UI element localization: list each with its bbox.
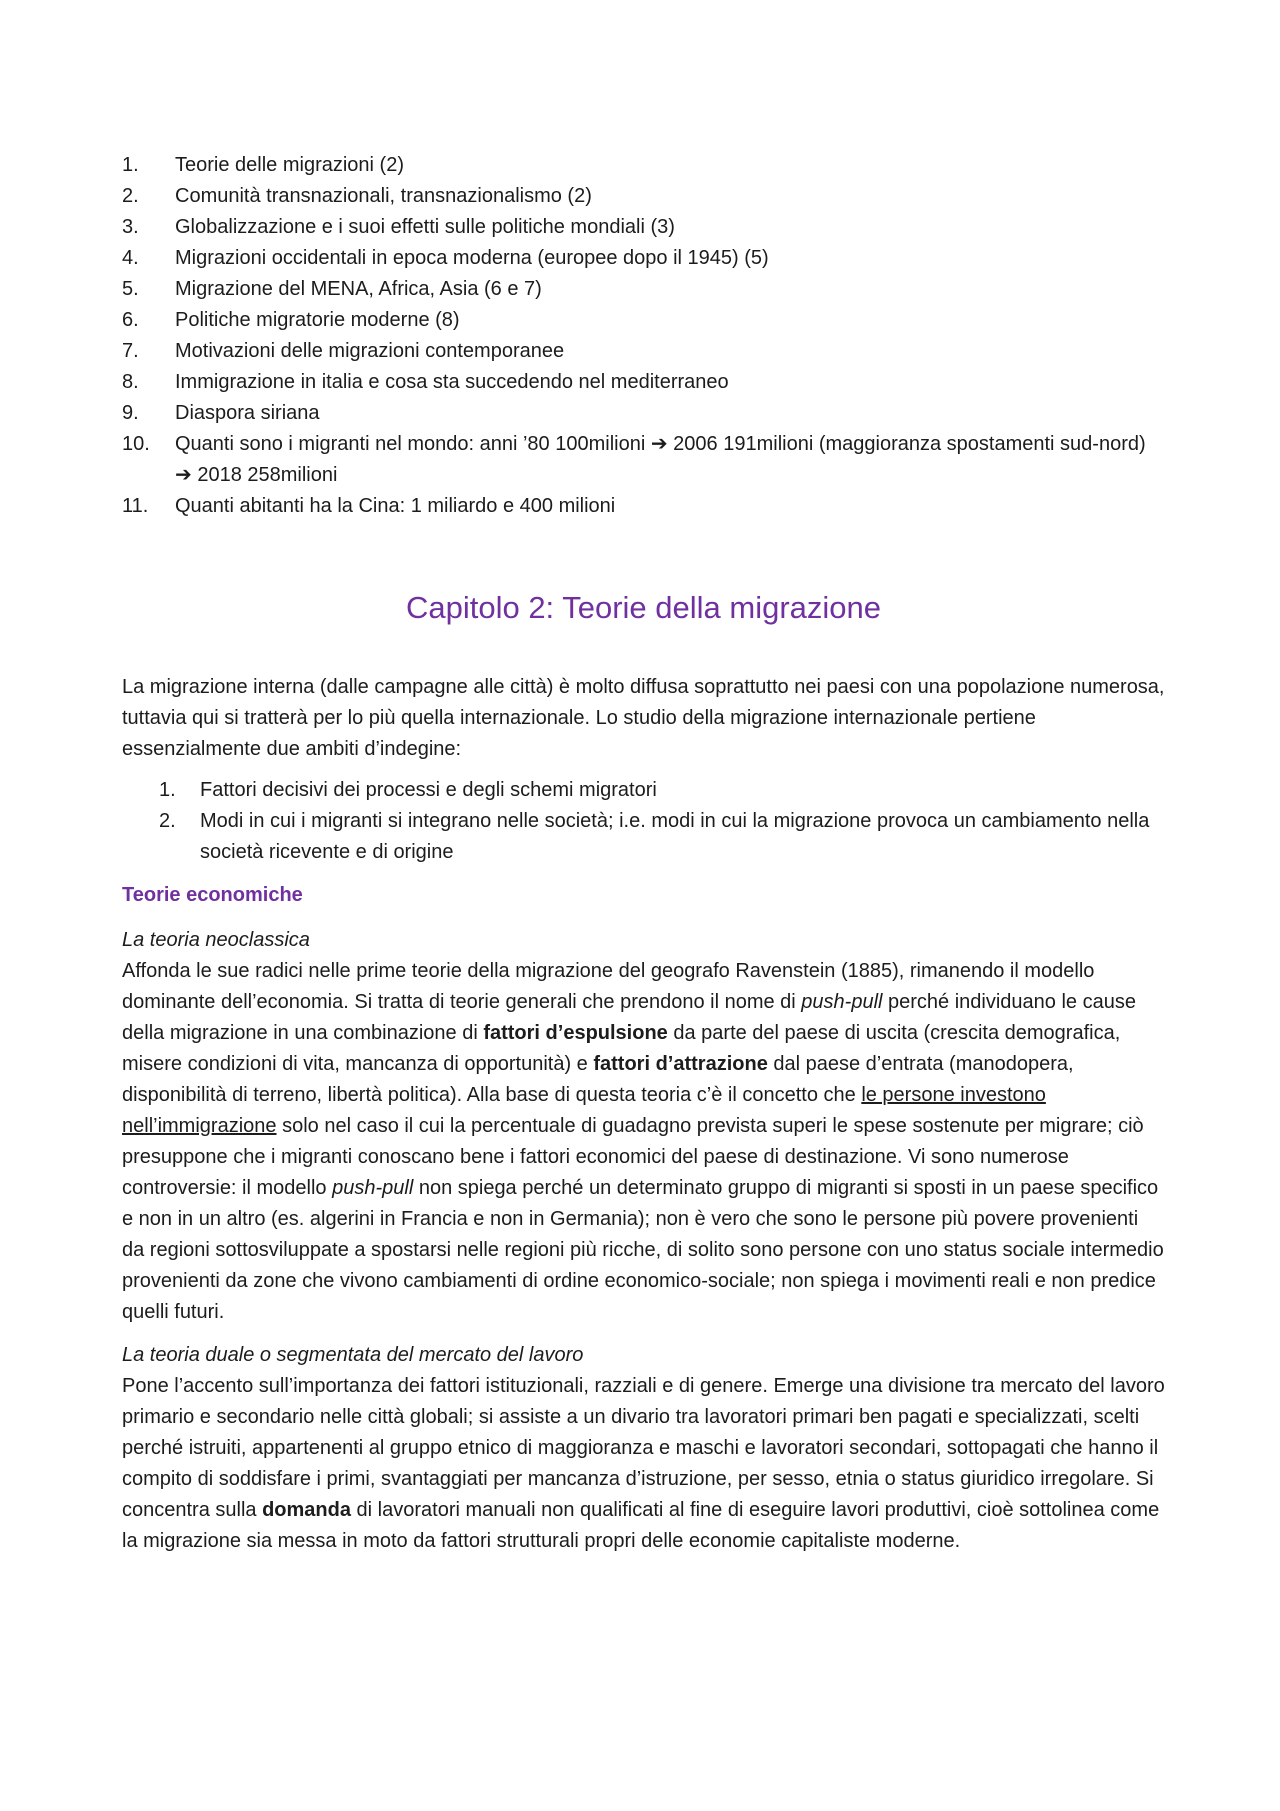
underlined-phrase: le persone investono nell’immigrazione (122, 1084, 1046, 1137)
list-text: Fattori decisivi dei processi e degli schemi migratori (200, 779, 657, 801)
list-item (122, 398, 1165, 429)
list-number: 5. (122, 278, 139, 300)
italic-term: push-pull (332, 1177, 414, 1199)
list-text: Immigrazione in italia e cosa sta succedendo nel mediterraneo (175, 371, 729, 393)
text-run: dal paese d’entrata (manodopera, disponibilità di terreno, libertà politica). Alla base di questa teoria c’è il concetto che (122, 1053, 1074, 1106)
bold-term: fattori d’attrazione (593, 1053, 768, 1075)
list-item (122, 775, 1165, 806)
list-item (122, 491, 1165, 522)
list-item (122, 181, 1165, 212)
list-item (122, 367, 1165, 398)
body-paragraph (122, 956, 1165, 1328)
list-text: Diaspora siriana (175, 402, 320, 424)
text-run: solo nel caso il cui la percentuale di guadagno prevista superi le spese sostenute per migrare; ciò presuppone che i migranti conoscano bene i fattori economici del paese di destinazione. Vi sono numerose controversie: il modello (122, 1115, 1144, 1199)
list-number: 2. (122, 185, 139, 207)
arrow-right-icon: ➔ (175, 464, 192, 486)
list-item (122, 150, 1165, 181)
list-item (122, 336, 1165, 367)
list-text-part: 2006 191milioni (maggioranza spostamenti sud-nord) (673, 433, 1146, 455)
subsection-heading: La teoria duale o segmentata del mercato del lavoro (122, 1344, 584, 1366)
italic-term: push-pull (801, 991, 883, 1013)
list-item (122, 212, 1165, 243)
list-number: 3. (122, 216, 139, 238)
list-number: 10. (122, 433, 150, 455)
list-item (122, 243, 1165, 274)
list-text: Migrazioni occidentali in epoca moderna (europee dopo il 1945) (5) (175, 247, 769, 269)
section-heading: Teorie economiche (122, 884, 303, 906)
list-number: 11. (122, 495, 149, 517)
list-text: Migrazione del MENA, Africa, Asia (6 e 7) (175, 278, 542, 300)
list-number: 1. (122, 154, 139, 176)
list-item (122, 806, 1165, 868)
list-item (122, 305, 1165, 336)
list-text: Modi in cui i migranti si integrano nelle società; i.e. modi in cui la migrazione provoca un cambiamento nella società ricevente e di origine (200, 810, 1150, 863)
list-text: Motivazioni delle migrazioni contemporanee (175, 340, 565, 362)
list-item (122, 429, 1165, 491)
list-number: 7. (122, 340, 139, 362)
text-run: di lavoratori manuali non qualificati al fine di eseguire lavori produttivi, cioè sottolinea come la migrazione sia messa in moto da fattori strutturali propri delle economie capitaliste moderne. (122, 1499, 1160, 1552)
text-run: non spiega perché un determinato gruppo di migranti si sposti in un paese specifico e non in un altro (es. algerini in Francia e non in Germania); non è vero che sono le persone più povere provenienti da regioni sottosviluppate a spostarsi nelle regioni più ricche, di solito sono persone con uno status sociale intermedio provenienti da zone che vivono cambiamenti di ordine economico-sociale; non spiega i movimenti reali e non predice quelli futuri. (122, 1177, 1164, 1323)
topic-list (122, 150, 1165, 522)
list-number: 2. (159, 810, 176, 832)
subsection-heading: La teoria neoclassica (122, 929, 310, 951)
list-number: 6. (122, 309, 139, 331)
text-run: da parte del paese di uscita (crescita demografica, misere condizioni di vita, mancanza di opportunità) e (122, 1022, 1121, 1075)
list-text: Comunità transnazionali, transnazionalismo (2) (175, 185, 592, 207)
neoclassical-theory-block (122, 925, 1165, 1328)
text-run: perché individuano le cause della migrazione in una combinazione di (122, 991, 1136, 1044)
list-text: Globalizzazione e i suoi effetti sulle politiche mondiali (3) (175, 216, 675, 238)
chapter-title: Capitolo 2: Teorie della migrazione (405, 590, 882, 625)
arrow-right-icon: ➔ (650, 433, 668, 455)
list-text: Teorie delle migrazioni (2) (175, 154, 404, 176)
bold-term: fattori d’espulsione (483, 1022, 668, 1044)
list-text-part: 2018 258milioni (197, 464, 338, 486)
bold-term: domanda (262, 1499, 351, 1521)
body-paragraph (122, 1371, 1165, 1557)
list-number: 4. (122, 247, 139, 269)
intro-paragraph: La migrazione interna (dalle campagne alle città) è molto diffusa soprattutto nei paesi con una popolazione numerosa, tuttavia qui si tratterà per lo più quella internazionale. Lo studio della migrazione internazionale pertiene essenzialmente due ambiti d’indegine: (122, 676, 1165, 760)
list-text-part: Quanti sono i migranti nel mondo: anni ’80 100milioni (175, 433, 646, 455)
list-number: 1. (159, 779, 176, 801)
list-number: 8. (122, 371, 139, 393)
list-text (175, 429, 1165, 491)
list-item (122, 274, 1165, 305)
text-run: Pone l’accento sull’importanza dei fattori istituzionali, razziali e di genere. Emerge una divisione tra mercato del lavoro primario e secondario nelle città globali; si assiste a un divario tra lavoratori primari ben pagati e specializzati, scelti perché istruiti, appartenenti al gruppo etnico di maggioranza e maschi e lavoratori secondari, sottopagati che hanno il compito di soddisfare i primi, svantaggiati per mancanza d’istruzione, per sesso, etnia o status giuridico irregolare. Si concentra sulla (122, 1375, 1165, 1521)
dual-theory-block (122, 1340, 1165, 1557)
list-text: Politiche migratorie moderne (8) (175, 309, 460, 331)
list-text: Quanti abitanti ha la Cina: 1 miliardo e 400 milioni (175, 495, 616, 517)
list-number: 9. (122, 402, 139, 424)
text-run: Affonda le sue radici nelle prime teorie della migrazione del geografo Ravenstein (1885), rimanendo il modello dominante dell’economia. Si tratta di teorie generali che prendono il nome di (122, 960, 1095, 1013)
research-areas-list (122, 775, 1165, 868)
